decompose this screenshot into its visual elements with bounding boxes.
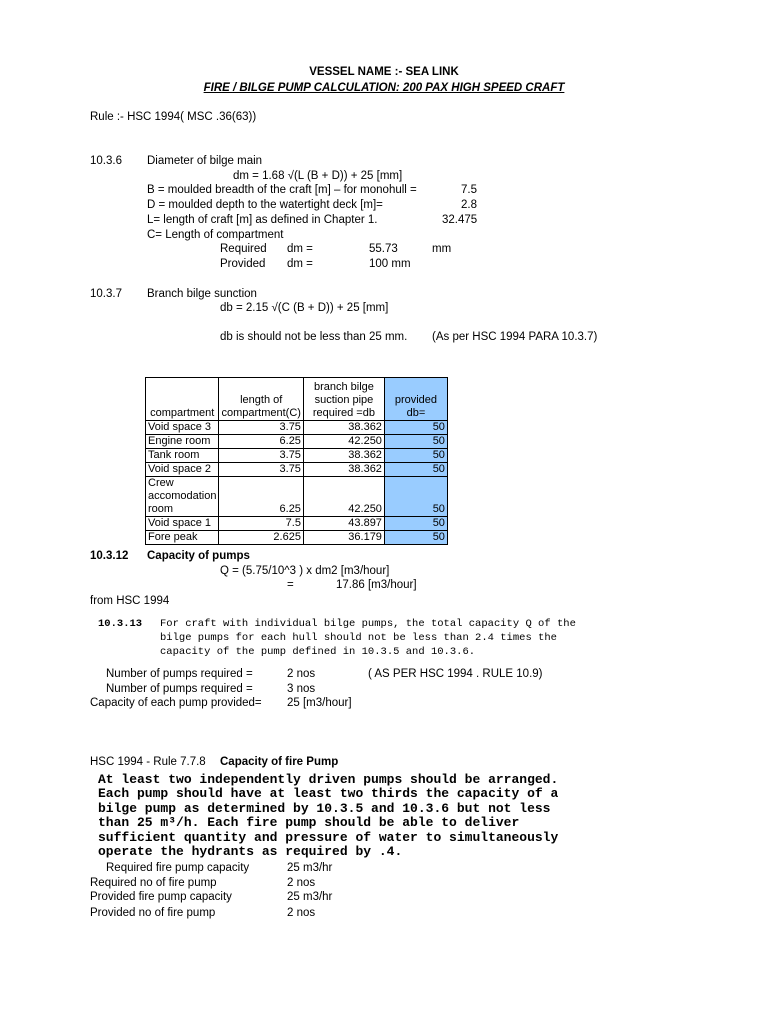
from-hsc: from HSC 1994 bbox=[90, 595, 170, 607]
table-row bbox=[146, 449, 448, 463]
header-branch-pipe: branch bilge suction pipe required =db bbox=[303, 378, 384, 421]
fire-row-label: Required no of fire pump bbox=[90, 877, 217, 889]
cell-compartment: Crew accomodation room bbox=[146, 477, 219, 517]
fire-row-label: Required fire pump capacity bbox=[106, 862, 250, 874]
pump-capacity-value: 25 [m3/hour] bbox=[287, 697, 352, 709]
required-label: Required bbox=[220, 243, 267, 255]
required-unit: mm bbox=[432, 243, 452, 255]
fire-rule-reference: HSC 1994 - Rule 7.7.8 bbox=[90, 756, 206, 768]
excerpt-line: For craft with individual bilge pumps, the total capacity Q of the bbox=[160, 618, 576, 630]
pumps-required-value-2: 3 nos bbox=[287, 683, 316, 695]
cell-length: 6.25 bbox=[219, 435, 303, 449]
cell-required-db: 38.362 bbox=[303, 463, 384, 477]
cell-length: 7.5 bbox=[219, 517, 303, 531]
cell-length: 2.625 bbox=[219, 531, 303, 545]
pumps-rule-reference: ( AS PER HSC 1994 . RULE 10.9) bbox=[368, 668, 543, 680]
cell-provided-db: 50 bbox=[384, 517, 447, 531]
cell-provided-db: 50 bbox=[384, 463, 447, 477]
provided-value: 100 mm bbox=[369, 258, 411, 270]
header-provided: provided db= bbox=[384, 378, 447, 421]
cell-length: 6.25 bbox=[219, 477, 303, 517]
header-length: length of compartment(C) bbox=[219, 378, 303, 421]
excerpt-line: bilge pumps for each hull should not be less than 2.4 times the bbox=[160, 632, 557, 644]
required-value: 55.73 bbox=[369, 243, 398, 255]
d-value: 2.8 bbox=[461, 199, 477, 211]
fire-excerpt-line: At least two independently driven pumps should be arranged. bbox=[98, 772, 559, 787]
cell-provided-db: 50 bbox=[384, 435, 447, 449]
page-title: FIRE / BILGE PUMP CALCULATION: 200 PAX HIGH SPEED CRAFT bbox=[203, 82, 565, 94]
cell-provided-db: 50 bbox=[384, 449, 447, 463]
vessel-name: VESSEL NAME :- SEA LINK bbox=[309, 66, 459, 78]
fire-row-value: 2 nos bbox=[287, 907, 316, 919]
fire-excerpt-line: than 25 m³/h. Each fire pump should be able to deliver bbox=[98, 815, 520, 830]
db-reference: (As per HSC 1994 PARA 10.3.7) bbox=[432, 331, 598, 343]
cell-compartment: Engine room bbox=[146, 435, 219, 449]
table-header-row bbox=[146, 378, 448, 421]
b-value: 7.5 bbox=[461, 184, 477, 196]
excerpt-number: 10.3.13 bbox=[98, 618, 143, 630]
required-dm: dm = bbox=[287, 243, 313, 255]
cell-length: 3.75 bbox=[219, 421, 303, 435]
section-number-1037: 10.3.7 bbox=[90, 288, 122, 300]
section-heading-1037: Branch bilge sunction bbox=[147, 288, 257, 300]
db-note: db is should not be less than 25 mm. bbox=[220, 331, 408, 343]
fire-row-value: 2 nos bbox=[287, 877, 316, 889]
excerpt-line: capacity of the pump defined in 10.3.5 and 10.3.6. bbox=[160, 646, 476, 658]
fire-row-value: 25 m3/hr bbox=[287, 891, 333, 903]
cell-provided-db: 50 bbox=[384, 531, 447, 545]
cell-required-db: 38.362 bbox=[303, 421, 384, 435]
pump-capacity-label: Capacity of each pump provided= bbox=[90, 697, 262, 709]
pumps-required-label-2: Number of pumps required = bbox=[106, 683, 253, 695]
fire-row-label: Provided fire pump capacity bbox=[90, 891, 232, 903]
provided-dm: dm = bbox=[287, 258, 313, 270]
fire-row-label: Provided no of fire pump bbox=[90, 907, 216, 919]
table-row bbox=[146, 421, 448, 435]
formula-q: Q = (5.75/10^3 ) x dm2 [m3/hour] bbox=[220, 565, 390, 577]
q-result: 17.86 [m3/hour] bbox=[336, 579, 417, 591]
cell-required-db: 43.897 bbox=[303, 517, 384, 531]
cell-required-db: 38.362 bbox=[303, 449, 384, 463]
fire-heading: Capacity of fire Pump bbox=[220, 756, 339, 768]
cell-provided-db: 50 bbox=[384, 477, 447, 517]
section-heading-1036: Diameter of bilge main bbox=[147, 155, 263, 167]
fire-excerpt-line: operate the hydrants as required by .4. bbox=[98, 844, 403, 859]
cell-compartment: Void space 2 bbox=[146, 463, 219, 477]
provided-label: Provided bbox=[220, 258, 266, 270]
cell-compartment: Void space 1 bbox=[146, 517, 219, 531]
cell-required-db: 42.250 bbox=[303, 435, 384, 449]
rule-reference: Rule :- HSC 1994( MSC .36(63)) bbox=[90, 111, 257, 123]
q-equals: = bbox=[287, 579, 294, 591]
cell-provided-db: 50 bbox=[384, 421, 447, 435]
formula-dm: dm = 1.68 √(L (B + D)) + 25 [mm] bbox=[233, 170, 403, 182]
fire-excerpt-line: bilge pump as determined by 10.3.5 and 10.3.6 but not less bbox=[98, 801, 551, 816]
cell-compartment: Tank room bbox=[146, 449, 219, 463]
table-row bbox=[146, 477, 448, 517]
table-row bbox=[146, 463, 448, 477]
b-label: B = moulded breadth of the craft [m] – for monohull = bbox=[147, 184, 417, 196]
table-row bbox=[146, 435, 448, 449]
cell-length: 3.75 bbox=[219, 463, 303, 477]
cell-required-db: 42.250 bbox=[303, 477, 384, 517]
c-label: C= Length of compartment bbox=[147, 229, 284, 241]
header-compartment: compartment bbox=[146, 378, 219, 421]
fire-row-value: 25 m3/hr bbox=[287, 862, 333, 874]
section-heading-10312: Capacity of pumps bbox=[147, 550, 250, 562]
cell-compartment: Void space 3 bbox=[146, 421, 219, 435]
d-label: D = moulded depth to the watertight deck [m]= bbox=[147, 199, 383, 211]
bilge-suction-table bbox=[145, 377, 448, 545]
table-row bbox=[146, 517, 448, 531]
pumps-required-value-1: 2 nos bbox=[287, 668, 316, 680]
l-value: 32.475 bbox=[442, 214, 478, 226]
table-row bbox=[146, 531, 448, 545]
fire-excerpt-line: Each pump should have at least two thirds the capacity of a bbox=[98, 786, 559, 801]
l-label: L= length of craft [m] as defined in Chapter 1. bbox=[147, 214, 378, 226]
cell-compartment: Fore peak bbox=[146, 531, 219, 545]
pumps-required-label-1: Number of pumps required = bbox=[106, 668, 253, 680]
section-number-1036: 10.3.6 bbox=[90, 155, 122, 167]
formula-db: db = 2.15 √(C (B + D)) + 25 [mm] bbox=[220, 302, 389, 314]
cell-required-db: 36.179 bbox=[303, 531, 384, 545]
cell-length: 3.75 bbox=[219, 449, 303, 463]
section-number-10312: 10.3.12 bbox=[90, 550, 129, 562]
fire-excerpt-line: sufficient quantity and pressure of water to simultaneously bbox=[98, 830, 559, 845]
